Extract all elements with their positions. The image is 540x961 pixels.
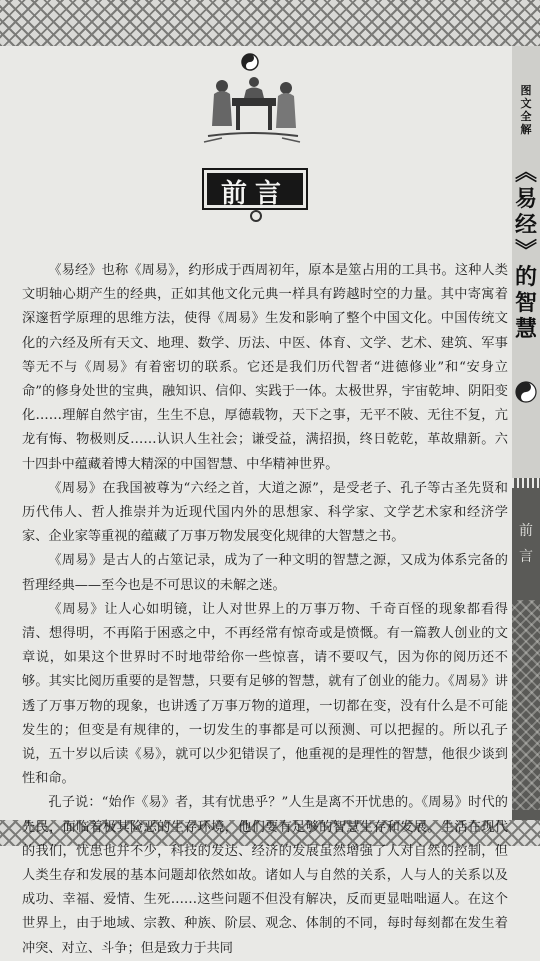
scholars-illustration bbox=[202, 52, 302, 146]
page-title: 前言 bbox=[220, 179, 289, 209]
paragraph: 《周易》在我国被尊为“六经之首，大道之源”，是受老子、孔子等古圣先贤和历代伟人、哲人推崇并为近现代国内外的思想家、科学家、文学艺术家和经济学家、企业家等重视的蕴藏了万事万物发展变化规律的大智慧之书。 bbox=[22, 480, 508, 545]
body-text bbox=[22, 259, 508, 961]
sidebar-pattern bbox=[512, 600, 540, 810]
sidebar-divider bbox=[512, 478, 540, 488]
section-label: 前 言 bbox=[519, 523, 533, 565]
title-ornament bbox=[250, 210, 262, 222]
paragraph: 《易经》也称《周易》，约形成于西周初年，原本是筮占用的工具书。这种人类文明轴心期产生的经典，正如其他文化元典一样具有跨越时空的力量。其中寄寓着深邃哲学原理的思维方法，使得《周易》生发和影响了整个中国文化。中国传统文化的六经及所有天文、地理、数学、历法、中医、体育、文学、艺术、建筑、军事等无不与《周易》有着密切的联系。它还是我们历代智者“进德修业”和“安身立命”的修身处世的宝典，融知识、信仰、实践于一体。太极世界，宇宙乾坤、阴阳变化……理解自然宇宙，生生不息，厚德载物，天下之事，无平不陂、无往不复，亢龙有悔、物极则反……认识人生社会；谦受益，满招损，终日乾乾，革故鼎新。六十四卦中蕴藏着博大精深的中国智慧、中华精神世界。 bbox=[22, 263, 508, 472]
paragraph: 《周易》是古人的占筮记录，成为了一种文明的智慧之源，又成为体系完备的哲理经典——至今也是不可思议的未解之迷。 bbox=[22, 553, 508, 593]
paragraph: 《周易》让人心如明镜，让人对世界上的万事万物、千奇百怪的现象都看得清、想得明，不再陷于困惑之中，不再经常有惊奇或是愤慨。有一篇教人创业的文章说，如果这个世界时不时地带给你一些惊喜，请不要叹气，因为你的阅历还不够。其实比阅历重要的是智慧，只要有足够的智慧，就有了创业的能力。《周易》讲透了万事万物的现象，也讲透了万事万物的道理，一切都在变，没有什么是不可能发生的；但变是有规律的，一切发生的事都是可以预测、可以把握的。所以孔子说，五十岁以后读《易》，就可以少犯错误了，他重视的是理性的智慧，他很少谈到性和命。 bbox=[22, 601, 508, 787]
yin-yang-icon bbox=[512, 372, 540, 412]
series-label: 图 文 全 解 bbox=[520, 84, 532, 136]
top-decorative-border bbox=[0, 0, 540, 46]
book-title: ︽ 易 经 ︾ 的 智 慧 bbox=[514, 160, 537, 342]
paragraph: 孔子说：“始作《易》者，其有忧患乎？”人生是离不开忧患的。《周易》时代的先民，面临着极其险恶的生存环境，他们要有足够的智慧生存和发展。生活在现代的我们，忧患也并不少，科技的发达、经济的发展虽然增强了人对自然的控制，但人类生存和发展的基本问题却依然如故。诸如人与自然的关系，人与人的关系以及成功、幸福、爱情、生死……这些问题不但没有解决，反而更显咄咄逼人。在这个世界上，由于地域、宗教、种族、阶层、观念、体制的不同，每时每刻都在发生着冲突、对立、斗争；但是致力于共同 bbox=[22, 795, 508, 956]
title-box bbox=[202, 168, 308, 210]
